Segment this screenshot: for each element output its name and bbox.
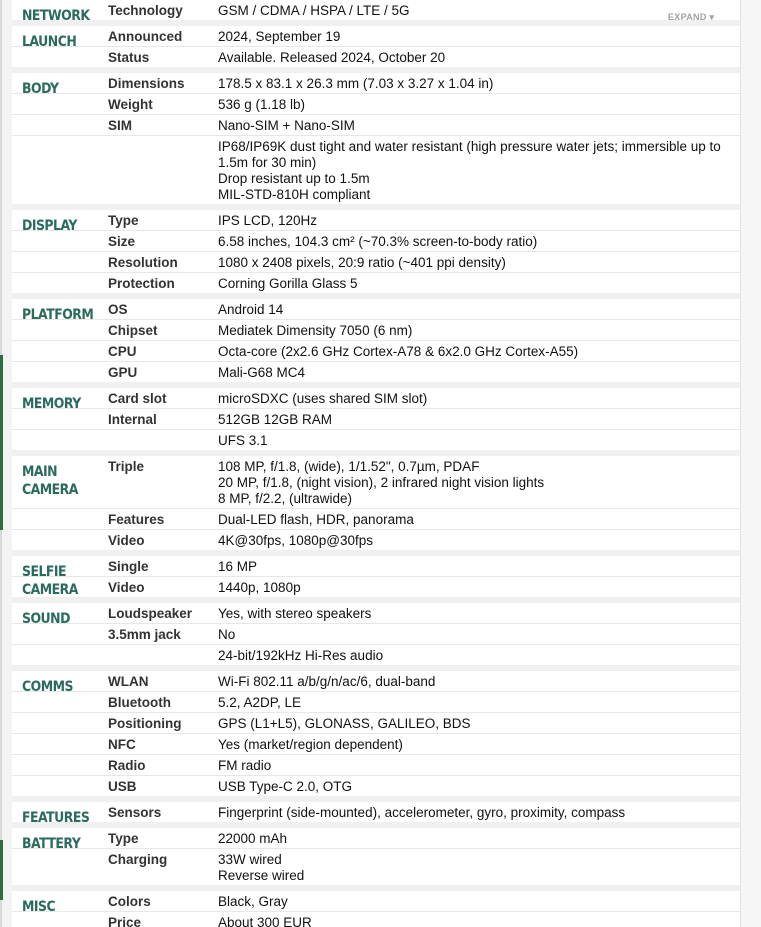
spec-value: Yes (market/region dependent): [218, 737, 403, 752]
spec-value: 24-bit/192kHz Hi-Res audio: [218, 648, 384, 663]
category-title[interactable]: FEATURES: [22, 810, 90, 826]
spec-row: [12, 73, 740, 94]
spec-label[interactable]: Charging: [108, 852, 168, 867]
spec-value: 6.58 inches, 104.3 cm² (~70.3% screen-to-body ratio): [218, 234, 538, 249]
spec-row: [12, 891, 740, 912]
specs-table: [12, 0, 740, 927]
spec-value: Nano-SIM + Nano-SIM: [218, 118, 355, 133]
spec-value: 108 MP, f/1.8, (wide), 1/1.52", 0.7µm, PDAF 20 MP, f/1.8, (night vision), 2 infrared night vision lights 8 MP, f/2.2, (ultrawide): [218, 459, 545, 506]
spec-row: [12, 252, 740, 273]
spec-row: [12, 713, 740, 734]
spec-label[interactable]: Weight: [108, 97, 153, 112]
spec-label[interactable]: WLAN: [108, 674, 149, 689]
spec-label[interactable]: Technology: [108, 3, 183, 18]
left-accent-bar: [0, 355, 3, 530]
spec-value: USB Type-C 2.0, OTG: [218, 779, 353, 794]
spec-value: FM radio: [218, 758, 272, 773]
spec-label[interactable]: Card slot: [108, 391, 167, 406]
spec-category-comms: [12, 671, 740, 802]
spec-label[interactable]: Size: [108, 234, 136, 249]
spec-row: [12, 912, 740, 927]
category-title[interactable]: DISPLAY: [22, 218, 77, 234]
spec-value: 16 MP: [218, 559, 258, 574]
spec-row: [12, 509, 740, 530]
spec-category-main-camera: [12, 456, 740, 556]
spec-row: [12, 94, 740, 115]
spec-value: 512GB 12GB RAM: [218, 412, 333, 427]
spec-label[interactable]: CPU: [108, 344, 137, 359]
spec-label[interactable]: Video: [108, 580, 145, 595]
spec-value: Android 14: [218, 302, 284, 317]
spec-row: [12, 210, 740, 231]
spec-value: Wi-Fi 802.11 a/b/g/n/ac/6, dual-band: [218, 674, 436, 689]
spec-row: [12, 802, 740, 822]
spec-category-sound: [12, 603, 740, 671]
spec-label: [12, 430, 218, 450]
spec-label[interactable]: Resolution: [108, 255, 178, 270]
spec-value: Available. Released 2024, October 20: [218, 50, 446, 65]
category-title[interactable]: LAUNCH: [22, 34, 77, 50]
spec-row: [12, 299, 740, 320]
spec-row: [12, 47, 740, 67]
spec-row: [12, 692, 740, 713]
spec-label[interactable]: Chipset: [108, 323, 158, 338]
spec-row: [12, 828, 740, 849]
spec-label[interactable]: USB: [108, 779, 137, 794]
spec-label[interactable]: Status: [108, 50, 150, 65]
category-title[interactable]: MAIN CAMERA: [22, 464, 78, 498]
spec-category-selfie-camera: [12, 556, 740, 603]
spec-row: [12, 556, 740, 577]
spec-value: Dual-LED flash, HDR, panorama: [218, 512, 414, 527]
spec-label[interactable]: NFC: [108, 737, 136, 752]
spec-row: [12, 115, 740, 136]
spec-row: [12, 362, 740, 382]
spec-label[interactable]: Single: [108, 559, 149, 574]
spec-value: GPS (L1+L5), GLONASS, GALILEO, BDS: [218, 716, 471, 731]
spec-label[interactable]: Colors: [108, 894, 151, 909]
spec-label: [12, 645, 218, 665]
spec-category-features: [12, 802, 740, 828]
spec-value: 33W wired Reverse wired: [218, 852, 305, 883]
spec-value: UFS 3.1: [218, 433, 268, 448]
spec-value: Mediatek Dimensity 7050 (6 nm): [218, 323, 413, 338]
spec-row: [12, 136, 740, 204]
spec-label[interactable]: Positioning: [108, 716, 182, 731]
spec-value: GSM / CDMA / HSPA / LTE / 5G: [218, 3, 410, 18]
category-title[interactable]: MISC: [22, 899, 56, 915]
spec-row: [12, 26, 740, 47]
spec-value: 2024, September 19: [218, 29, 341, 44]
spec-label[interactable]: Protection: [108, 276, 175, 291]
spec-category-launch: [12, 26, 740, 73]
spec-category-misc: [12, 891, 740, 927]
spec-row: [12, 849, 740, 885]
category-title[interactable]: SELFIE CAMERA: [22, 564, 78, 598]
spec-row: [12, 734, 740, 755]
spec-row: [12, 409, 740, 430]
spec-label[interactable]: Bluetooth: [108, 695, 171, 710]
spec-value: No: [218, 627, 236, 642]
spec-value: 22000 mAh: [218, 831, 288, 846]
spec-label[interactable]: Sensors: [108, 805, 162, 820]
spec-row: [12, 755, 740, 776]
spec-row: [12, 624, 740, 645]
spec-label[interactable]: Price: [108, 915, 142, 927]
spec-value: Black, Gray: [218, 894, 288, 909]
spec-value: microSDXC (uses shared SIM slot): [218, 391, 428, 406]
spec-value: IP68/IP69K dust tight and water resistant (high pressure water jets; immersible up to 1.5m for 30 min) Drop resistant up to 1.5m MIL-STD-810H compliant: [218, 139, 721, 202]
spec-label[interactable]: Triple: [108, 459, 145, 474]
spec-label[interactable]: Video: [108, 533, 145, 548]
category-title[interactable]: NETWORK: [22, 8, 90, 24]
spec-label[interactable]: Dimensions: [108, 76, 185, 91]
category-title[interactable]: SOUND: [22, 611, 70, 627]
spec-category-platform: [12, 299, 740, 388]
category-title[interactable]: COMMS: [22, 679, 73, 695]
spec-value: About 300 EUR: [218, 915, 312, 927]
spec-category-network: [12, 0, 740, 26]
spec-label[interactable]: GPU: [108, 365, 138, 380]
spec-value: 1080 x 2408 pixels, 20:9 ratio (~401 ppi density): [218, 255, 506, 270]
spec-label: [12, 136, 218, 204]
spec-row: [12, 320, 740, 341]
spec-value: IPS LCD, 120Hz: [218, 213, 318, 228]
spec-label[interactable]: SIM: [108, 118, 133, 133]
spec-row: [12, 341, 740, 362]
spec-value: Fingerprint (side-mounted), accelerometer, gyro, proximity, compass: [218, 805, 626, 820]
spec-category-battery: [12, 828, 740, 891]
scroll-gutter: [740, 0, 761, 927]
spec-category-display: [12, 210, 740, 299]
spec-value: Yes, with stereo speakers: [218, 606, 372, 621]
spec-label[interactable]: Type: [108, 213, 139, 228]
spec-value: 536 g (1.18 lb): [218, 97, 306, 112]
spec-label[interactable]: Announced: [108, 29, 183, 44]
spec-label[interactable]: Features: [108, 512, 165, 527]
spec-row: [12, 776, 740, 796]
spec-label[interactable]: Internal: [108, 412, 157, 427]
category-title[interactable]: BATTERY: [22, 836, 81, 852]
spec-label[interactable]: OS: [108, 302, 128, 317]
category-title[interactable]: PLATFORM: [22, 307, 94, 323]
spec-row: [12, 645, 740, 665]
expand-link[interactable]: EXPAND ▾: [668, 12, 715, 22]
spec-row: [12, 456, 740, 509]
spec-value: Mali-G68 MC4: [218, 365, 306, 380]
spec-value: 4K@30fps, 1080p@30fps: [218, 533, 374, 548]
category-title[interactable]: BODY: [22, 81, 59, 97]
spec-label[interactable]: Loudspeaker: [108, 606, 193, 621]
category-title[interactable]: MEMORY: [22, 396, 81, 412]
spec-row: [12, 577, 740, 597]
spec-label[interactable]: 3.5mm jack: [108, 627, 181, 642]
spec-row: [12, 430, 740, 450]
spec-row: [12, 0, 740, 20]
spec-label[interactable]: Radio: [108, 758, 146, 773]
spec-row: [12, 671, 740, 692]
spec-category-memory: [12, 388, 740, 456]
spec-value: 5.2, A2DP, LE: [218, 695, 302, 710]
spec-row: [12, 273, 740, 293]
spec-label[interactable]: Type: [108, 831, 139, 846]
spec-row: [12, 231, 740, 252]
spec-row: [12, 603, 740, 624]
spec-row: [12, 388, 740, 409]
spec-value: 1440p, 1080p: [218, 580, 301, 595]
spec-value: Corning Gorilla Glass 5: [218, 276, 358, 291]
spec-category-body: [12, 73, 740, 210]
spec-value: Octa-core (2x2.6 GHz Cortex-A78 & 6x2.0 GHz Cortex-A55): [218, 344, 579, 359]
spec-value: 178.5 x 83.1 x 26.3 mm (7.03 x 3.27 x 1.04 in): [218, 76, 494, 91]
spec-row: [12, 530, 740, 550]
left-accent-bar-lower: [0, 840, 3, 900]
